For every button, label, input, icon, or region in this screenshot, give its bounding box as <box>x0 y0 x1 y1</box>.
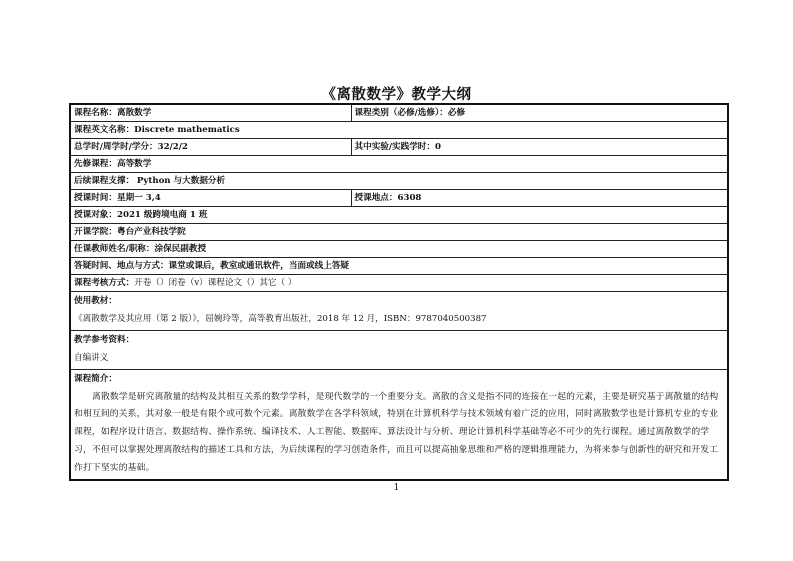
assessment-value: 开卷（）闭卷（v）课程论文（）其它（ ） <box>134 278 297 288</box>
time-cell <box>70 190 351 207</box>
assessment-cell <box>70 275 728 292</box>
hours-value: 32/2/2 <box>157 142 188 152</box>
qa-value: 课堂或课后，教室或通讯软件，当面或线上答疑 <box>168 261 350 271</box>
college-value: 粤台产业科技学院 <box>116 227 186 237</box>
textbook-cell <box>70 292 728 331</box>
english-name-cell <box>70 122 728 139</box>
place-label: 授课地点： <box>354 193 398 203</box>
page-number: 1 <box>393 483 400 493</box>
textbook-value: 《离散数学及其应用（第 2 版）》，屈婉玲等，高等教育出版社，2018 年 12 月，ISBN：9787040500387 <box>74 313 487 324</box>
teacher-cell <box>70 241 728 258</box>
syllabus-table <box>69 103 729 481</box>
row-hours <box>70 139 728 156</box>
textbook-label: 使用教材： <box>74 296 117 306</box>
hours-cell <box>70 139 351 156</box>
lab-hours-cell <box>351 139 728 156</box>
reference-value: 自编讲义 <box>74 352 109 363</box>
row-college <box>70 224 728 241</box>
document-title: 《离散数学》教学大纲 <box>321 86 472 103</box>
row-audience <box>70 207 728 224</box>
intro-paragraph: 离散数学是研究离散量的结构及其相互关系的数学学科，是现代数学的一个重要分支。离散的含义是指不同的连接在一起的元素，主要是研究基于离散量的结构和相互间的关系，其对象一般是有限个或可数个元素。离散数学在各学科领域，特别在计算机科学与技术领域有着广泛的应用，同时离散数学也是计算机专业的专业课程，如程序设计语言、数据结构、操作系统、编译技术、人工智能、数据库、算法设计与分析、理论计算机科学基础等必不可少的先行课程。通过离散数学的学习，不但可以掌握处理离散结构的描述工具和方法，为后续课程的学习创造条件，而且可以提高抽象思维和严格的逻辑推理能力，为将来参与创新性的研究和开发工作打下坚实的基础。 <box>74 391 719 473</box>
lab-hours-label: 其中实验/实践学时： <box>354 142 435 152</box>
place-value: 6308 <box>397 193 422 203</box>
row-assessment <box>70 275 728 292</box>
lab-hours-value: 0 <box>434 142 441 152</box>
qa-label: 答疑时间、地点与方式： <box>74 261 169 271</box>
audience-cell <box>70 207 728 224</box>
follow-cell <box>70 173 728 190</box>
time-label: 授课时间： <box>74 193 117 203</box>
prereq-value: 高等数学 <box>116 159 152 169</box>
audience-value: 2021 级跨境电商 1 班 <box>116 210 208 220</box>
row-prereq <box>70 156 728 173</box>
course-name-cell <box>70 104 351 122</box>
reference-label: 教学参考资料： <box>74 335 135 345</box>
intro-label: 课程简介： <box>74 374 117 384</box>
time-value: 星期一 3,4 <box>116 193 161 203</box>
follow-label: 后续课程支撑： <box>74 176 135 186</box>
row-follow <box>70 173 728 190</box>
row-time-place <box>70 190 728 207</box>
english-name-label: 课程英文名称： <box>74 125 135 135</box>
place-cell <box>351 190 728 207</box>
course-name-value: 离散数学 <box>116 108 152 118</box>
intro-cell <box>70 370 728 481</box>
prereq-label: 先修课程： <box>74 159 117 169</box>
teacher-label: 任课教师姓名/职称： <box>74 244 155 254</box>
row-english-name <box>70 122 728 139</box>
row-reference <box>70 331 728 370</box>
qa-cell <box>70 258 728 275</box>
college-cell <box>70 224 728 241</box>
english-name-value: Discrete mathematics <box>134 125 240 135</box>
college-label: 开课学院： <box>74 227 117 237</box>
course-type-cell <box>351 104 728 122</box>
teacher-value: 涂保民副教授 <box>154 244 207 254</box>
row-intro <box>70 370 728 481</box>
reference-cell <box>70 331 728 370</box>
prereq-cell <box>70 156 728 173</box>
row-teacher <box>70 241 728 258</box>
course-type-value: 必修 <box>447 108 466 118</box>
course-type-label: 课程类别（必修/选修）： <box>354 108 448 118</box>
assessment-label: 课程考核方式： <box>74 278 135 288</box>
row-course-name <box>70 104 728 122</box>
row-textbook <box>70 292 728 331</box>
course-name-label: 课程名称： <box>74 108 117 118</box>
audience-label: 授课对象： <box>74 210 117 220</box>
follow-value: Python 与大数据分析 <box>136 176 226 186</box>
row-qa <box>70 258 728 275</box>
hours-label: 总学时/周学时/学分： <box>74 142 158 152</box>
